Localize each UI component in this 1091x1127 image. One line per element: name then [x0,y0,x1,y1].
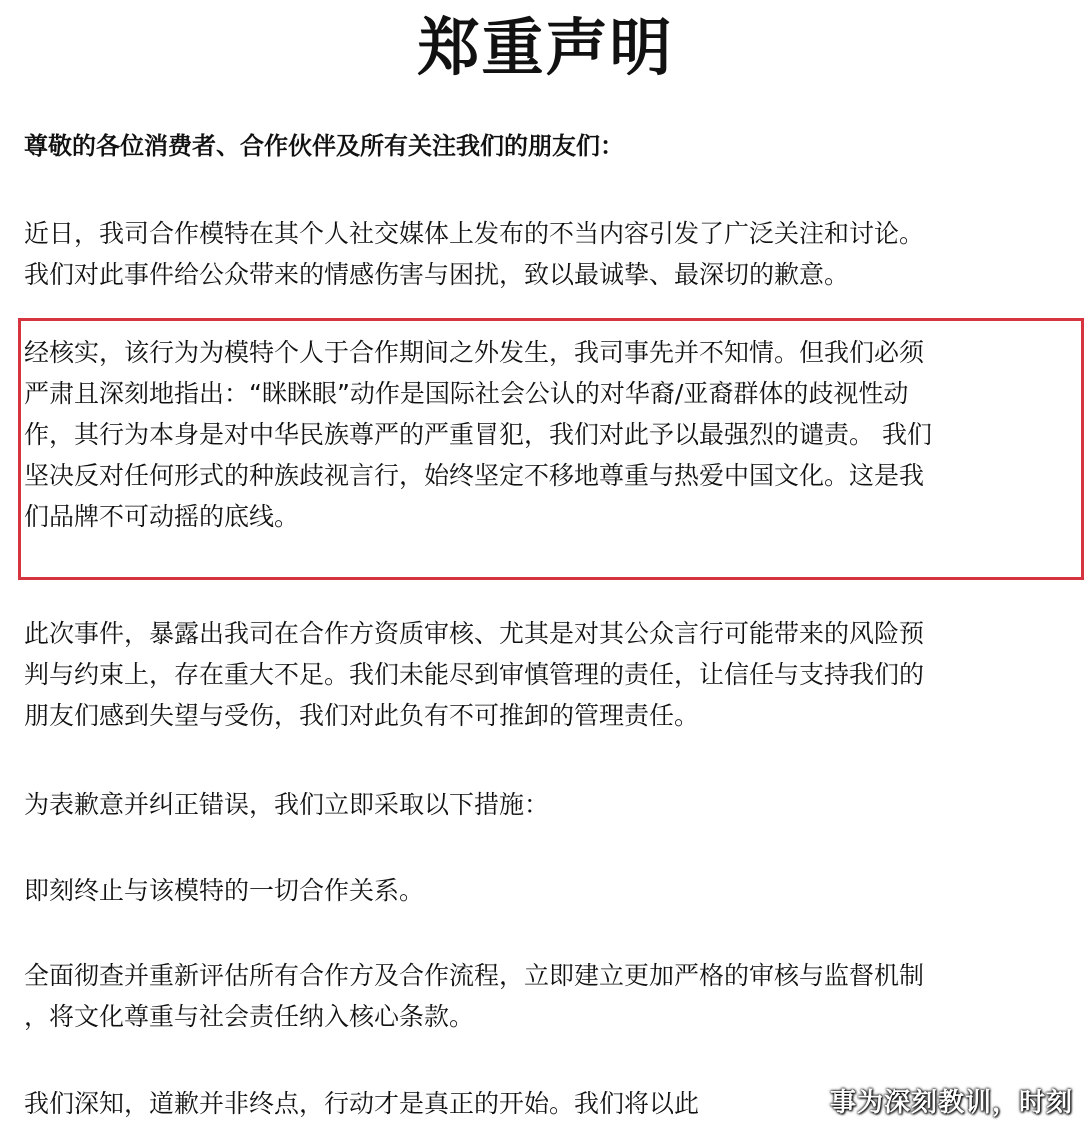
salutation: 尊敬的各位消费者、合作伙伴及所有关注我们的朋友们： [24,132,624,160]
paragraph-apology [24,213,1074,295]
paragraph-line: 我们对此事件给公众带来的情感伤害与困扰，致以最诚挚、最深切的歉意。 [24,260,850,289]
paragraph-line: 坚决反对任何形式的种族歧视言行，始终坚定不移地尊重与热爱中国文化。这是我 [24,461,925,490]
paragraph-verification [24,332,1074,537]
paragraph-measure-terminate [24,870,1074,911]
paragraph-line: ，将文化尊重与社会责任纳入核心条款。 [24,1002,475,1031]
paragraph-line: 们品牌不可动摇的底线。 [24,502,300,531]
paragraph-line: 即刻终止与该模特的一切合作关系。 [24,876,425,905]
paragraph-measure-review [24,955,1074,1037]
paragraph-line: 此次事件，暴露出我司在合作方资质审核、尤其是对其公众言行可能带来的风险预 [24,619,925,648]
paragraph-line: 判与约束上，存在重大不足。我们未能尽到审慎管理的责任，让信任与支持我们的 [24,660,925,689]
watermark-overlay-text: 事为深刻教训，时刻 [829,1088,1073,1118]
paragraph-line: 作，其行为本身是对中华民族尊严的严重冒犯，我们对此予以最强烈的谴责。 我们 [24,420,932,449]
paragraph-line: 朋友们感到失望与受伤，我们对此负有不可推卸的管理责任。 [24,701,700,730]
paragraph-line: 经核实，该行为为模特个人于合作期间之外发生，我司事先并不知情。但我们必须 [24,338,925,367]
paragraph-shortcomings [24,613,1074,736]
paragraph-line: 严肃且深刻地指出：“眯眯眼”动作是国际社会公认的对华裔/亚裔群体的歧视性动 [24,379,909,408]
page-title: 郑重声明 [417,11,674,84]
paragraph-measures-intro [24,784,1074,825]
paragraph-line: 我们深知，道歉并非终点，行动才是真正的开始。我们将以此 [24,1089,700,1118]
paragraph-line: 为表歉意并纠正错误，我们立即采取以下措施： [24,790,550,819]
paragraph-line: 近日，我司合作模特在其个人社交媒体上发布的不当内容引发了广泛关注和讨论。 [24,219,925,248]
paragraph-line: 全面彻查并重新评估所有合作方及合作流程，立即建立更加严格的审核与监督机制 [24,961,925,990]
